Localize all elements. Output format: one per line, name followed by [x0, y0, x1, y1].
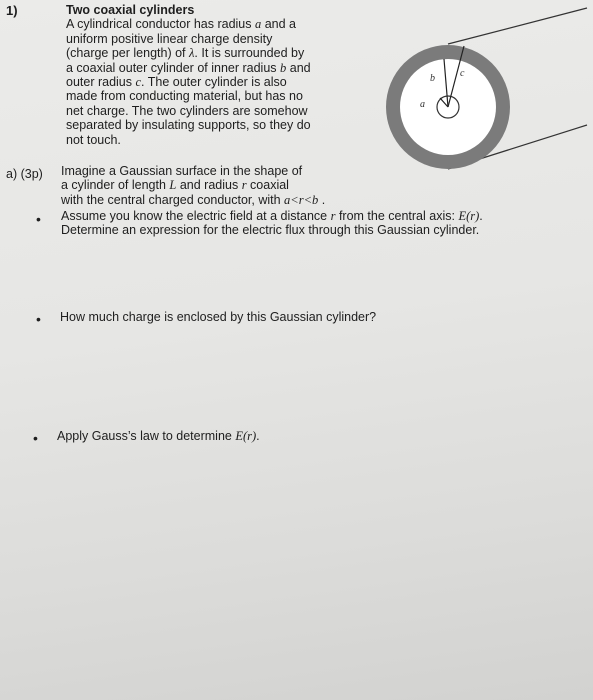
math-symbol: λ [189, 46, 195, 61]
text-run: and radius [176, 178, 242, 193]
math-symbol: E(r) [458, 209, 480, 223]
math-symbol: E(r) [235, 429, 257, 443]
text-run: and a [261, 17, 296, 32]
text-run: . It is surrounded by [194, 46, 305, 61]
part-a-label: a) (3p) [6, 167, 43, 181]
text-run: a coaxial outer cylinder of inner radius [66, 60, 281, 75]
intro-line [66, 46, 366, 60]
intro-line [66, 17, 366, 31]
bullet-3-text [57, 429, 260, 443]
problem-title: Two coaxial cylinders [66, 3, 195, 17]
text-run: from the central axis: [335, 209, 459, 223]
math-symbol: b [280, 60, 287, 75]
text-run: How much charge is enclosed by this Gaussian cylinder? [60, 310, 377, 324]
text-run: a cylinder of length [61, 178, 170, 193]
math-symbol: L [169, 178, 177, 193]
intro-line [66, 32, 366, 46]
bullet-line [57, 429, 260, 443]
text-run: not touch. [66, 132, 121, 147]
part-a-line [61, 164, 325, 178]
cylinder-top-edge [448, 8, 587, 44]
bullet-line [61, 223, 483, 237]
text-run: separated by insulating supports, so they do [66, 118, 311, 133]
text-run: coaxial [246, 178, 289, 193]
math-symbol: a [254, 17, 262, 32]
text-run: . [256, 429, 260, 443]
text-run: . [318, 192, 326, 207]
intro-line [66, 61, 366, 75]
label-b: b [430, 73, 435, 84]
part-a-line [61, 178, 325, 192]
text-run: and [286, 60, 311, 75]
bullet-3-marker: • [33, 430, 38, 446]
text-run: (charge per length) of [66, 46, 189, 61]
problem-number: 1) [6, 3, 18, 18]
math-symbol: r [241, 178, 247, 193]
text-run: Assume you know the electric field at a distance [61, 209, 331, 223]
math-symbol: a<r<b [284, 192, 319, 207]
text-run: . The outer cylinder is also [141, 75, 287, 90]
label-a: a [420, 99, 425, 110]
text-run: with the central charged conductor, with [61, 192, 285, 207]
text-run: made from conducting material, but has no [66, 89, 303, 104]
intro-line [66, 118, 366, 132]
bullet-2-text [60, 310, 376, 324]
intro-line [66, 75, 366, 89]
text-run: . [479, 209, 483, 223]
problem-statement [66, 3, 366, 147]
part-a-intro [61, 164, 325, 207]
text-run: outer radius [66, 75, 136, 90]
intro-line [66, 89, 366, 103]
bullet-2-marker: • [36, 311, 41, 327]
math-symbol: r [330, 209, 336, 223]
bullet-line [60, 310, 376, 324]
bullet-1-marker: • [36, 211, 41, 227]
math-symbol: c [135, 75, 142, 90]
label-c: c [460, 68, 465, 79]
part-a-line [61, 193, 325, 207]
text-run: Determine an expression for the electric flux through this Gaussian cylinder. [61, 223, 480, 238]
intro-line [66, 133, 366, 147]
intro-line [66, 104, 366, 118]
text-run: net charge. The two cylinders are somehow [66, 103, 308, 118]
text-run: uniform positive linear charge density [66, 31, 273, 46]
coaxial-cylinder-diagram [380, 0, 593, 175]
bullet-line [61, 209, 483, 223]
text-run: Apply Gauss’s law to determine [57, 429, 236, 443]
bullet-1-text [61, 209, 483, 238]
text-run: A cylindrical conductor has radius [66, 17, 255, 32]
text-run: Imagine a Gaussian surface in the shape of [61, 164, 303, 178]
